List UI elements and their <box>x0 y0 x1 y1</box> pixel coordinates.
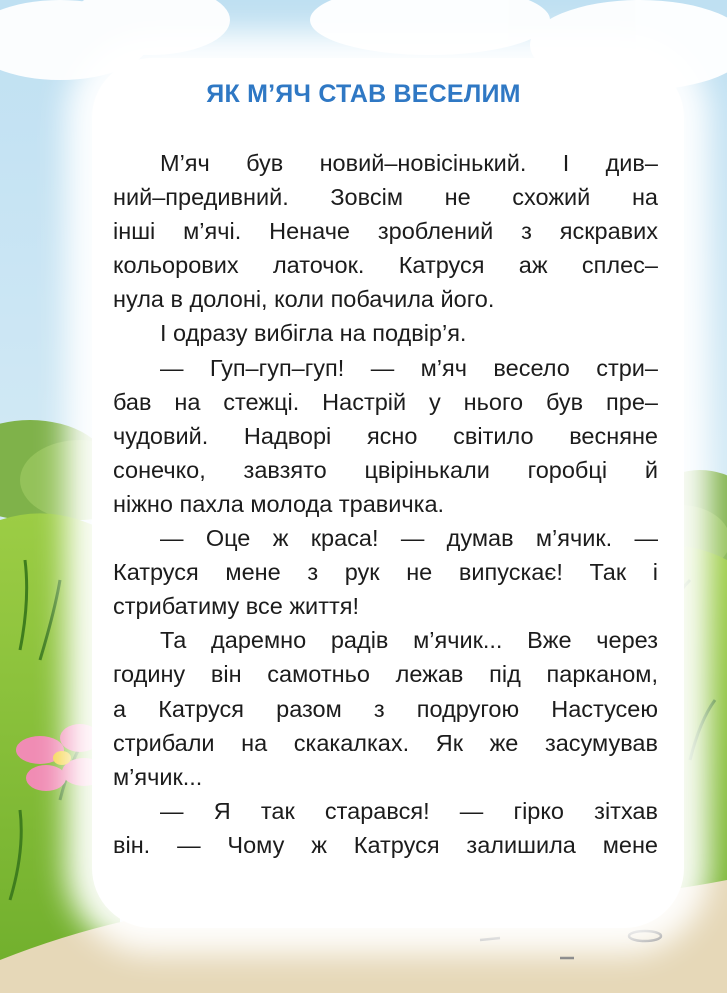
text-line: сонечко, завзято цвірінькали горобці й <box>113 456 658 483</box>
text-line: стрибали на скакалках. Як же засумував <box>113 729 658 756</box>
text-line: стрибатиму все життя! <box>113 593 359 620</box>
text-line: Катруся мене з рук не випускає! Так і <box>113 559 658 586</box>
text-line: — Оце ж краса! — думав м’ячик. — <box>160 525 658 552</box>
text-line: годину він самотньо лежав під парканом, <box>113 661 658 688</box>
text-line: м’ячик... <box>113 763 203 790</box>
text-line: він. — Чому ж Катруся залишила мене <box>113 831 658 858</box>
text-line: — Гуп–гуп–гуп! — м’яч весело стри– <box>160 354 658 381</box>
text-line: М’яч був новий–новісінький. І див– <box>160 150 658 176</box>
story-title: ЯК М’ЯЧ СТАВ ВЕСЕЛИМ <box>206 80 521 108</box>
text-line: чудовий. Надворі ясно світило весняне <box>113 422 658 449</box>
text-line: інші м’ячі. Неначе зроблений з яскравих <box>113 218 658 245</box>
text-line: а Катруся разом з подругою Настусею <box>113 695 658 722</box>
text-line: бав на стежці. Настрій у нього був пре– <box>113 388 658 415</box>
text-line: І одразу вибігла на подвір’я. <box>160 320 467 347</box>
text-line: — Я так старався! — гірко зітхав <box>160 797 658 824</box>
text-line: Та даремно радів м’ячик... Вже через <box>160 627 658 654</box>
text-line: ніжно пахла молода травичка. <box>113 490 445 517</box>
text-line: нула в долоні, коли побачила його. <box>113 286 495 313</box>
text-line: ний–предивний. Зовсім не схожий на <box>113 184 658 211</box>
text-line: кольорових латочок. Катруся аж сплес– <box>113 252 658 279</box>
story-body <box>113 146 658 862</box>
